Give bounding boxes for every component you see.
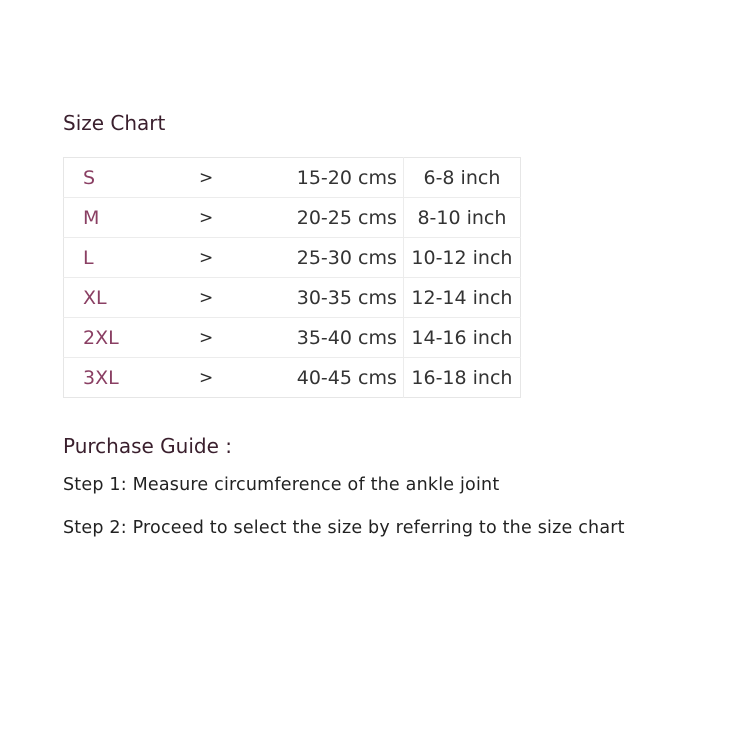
size-label: S — [64, 158, 180, 198]
chevron-right-icon: > — [179, 318, 272, 358]
size-label: M — [64, 198, 180, 238]
purchase-guide-heading: Purchase Guide : — [63, 434, 233, 458]
size-inch: 6-8 inch — [403, 158, 520, 198]
size-chart-table — [63, 157, 521, 398]
purchase-step: Step 2: Proceed to select the size by referring to the size chart — [63, 518, 625, 538]
chevron-right-icon: > — [179, 158, 272, 198]
table-row — [64, 318, 521, 358]
chevron-right-icon: > — [179, 198, 272, 238]
chevron-right-icon: > — [179, 278, 272, 318]
size-label: 2XL — [64, 318, 180, 358]
size-cms: 40-45 cms — [272, 358, 403, 398]
size-cms: 30-35 cms — [272, 278, 403, 318]
table-row — [64, 358, 521, 398]
size-cms: 20-25 cms — [272, 198, 403, 238]
size-inch: 8-10 inch — [403, 198, 520, 238]
size-cms: 35-40 cms — [272, 318, 403, 358]
size-label: XL — [64, 278, 180, 318]
size-cms: 15-20 cms — [272, 158, 403, 198]
purchase-step: Step 1: Measure circumference of the ankle joint — [63, 475, 500, 495]
size-inch: 14-16 inch — [403, 318, 520, 358]
size-label: 3XL — [83, 366, 119, 389]
table-row — [64, 238, 521, 278]
chevron-right-icon: > — [179, 238, 272, 278]
size-cms: 25-30 cms — [272, 238, 403, 278]
size-chart-title: Size Chart — [63, 111, 166, 135]
size-label: L — [64, 238, 180, 278]
table-row — [64, 198, 521, 238]
size-inch: 10-12 inch — [403, 238, 520, 278]
table-row — [64, 278, 521, 318]
table-row — [64, 158, 521, 198]
size-inch: 12-14 inch — [403, 278, 520, 318]
chevron-right-icon: > — [199, 367, 214, 388]
size-inch: 16-18 inch — [411, 366, 513, 389]
